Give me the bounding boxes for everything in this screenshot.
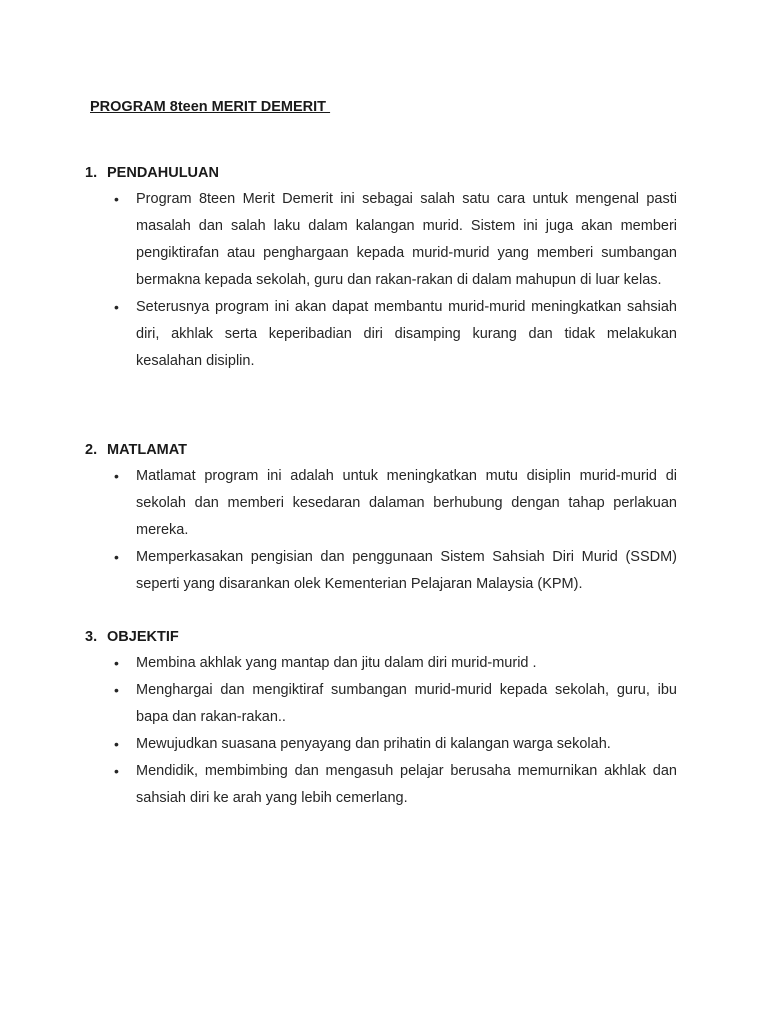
list-item [85,544,677,598]
section-pendahuluan [85,164,685,375]
section-heading-label: OBJEKTIF [107,629,179,645]
list-item-text: Menghargai dan mengiktiraf sumbangan murid-murid kepada sekolah, guru, ibu bapa dan rakan-rakan.. [136,682,677,725]
section-number: 3. [85,629,98,645]
section-heading [85,441,685,459]
bullet-icon: • [114,191,119,207]
list-item [85,731,677,758]
section-heading [85,628,685,646]
bullet-list [85,650,685,812]
list-item-text: Seterusnya program ini akan dapat membantu murid-murid meningkatkan sahsiah diri, akhlak serta keperibadian diri disamping kurang dan tidak melakukan kesalahan disiplin. [136,299,677,369]
bullet-list [85,463,685,598]
list-item [85,463,677,544]
section-number: 2. [85,442,98,458]
document-title: PROGRAM 8teen MERIT DEMERIT [90,99,331,115]
bullet-icon: • [114,763,119,779]
list-item-text: Mendidik, membimbing dan mengasuh pelajar berusaha memurnikan akhlak dan sahsiah diri ke arah yang lebih cemerlang. [136,763,677,806]
bullet-icon: • [114,299,119,315]
list-item [85,186,677,294]
section-objektif [85,628,685,812]
list-item-text: Memperkasakan pengisian dan penggunaan Sistem Sahsiah Diri Murid (SSDM) seperti yang disarankan olek Kementerian Pelajaran Malaysia (KPM). [136,549,677,592]
section-heading-label: MATLAMAT [107,442,187,458]
list-item-text: Membina akhlak yang mantap dan jitu dalam diri murid-murid . [136,655,537,671]
bullet-icon: • [114,468,119,484]
list-item-text: Program 8teen Merit Demerit ini sebagai salah satu cara untuk mengenal pasti masalah dan salah laku dalam kalangan murid. Sistem ini juga akan memberi pengiktirafan atau penghargaan kepada murid-murid yang memberi sumbangan bermakna kepada sekolah, guru dan rakan-rakan di dalam mahupun di luar kelas. [136,191,677,288]
section-number: 1. [85,165,98,181]
list-item [85,294,677,375]
section-heading-label: PENDAHULUAN [107,165,219,181]
bullet-icon: • [114,682,119,698]
list-item [85,650,677,677]
section-matlamat [85,441,685,598]
bullet-icon: • [114,655,119,671]
bullet-list [85,186,685,375]
list-item-text: Matlamat program ini adalah untuk meningkatkan mutu disiplin murid-murid di sekolah dan memberi kesedaran dalaman berhubung dengan tahap perlakuan mereka. [136,468,677,538]
list-item-text: Mewujudkan suasana penyayang dan prihatin di kalangan warga sekolah. [136,736,611,752]
list-item [85,758,677,812]
list-item [85,677,677,731]
bullet-icon: • [114,549,119,565]
bullet-icon: • [114,736,119,752]
section-heading [85,164,685,182]
